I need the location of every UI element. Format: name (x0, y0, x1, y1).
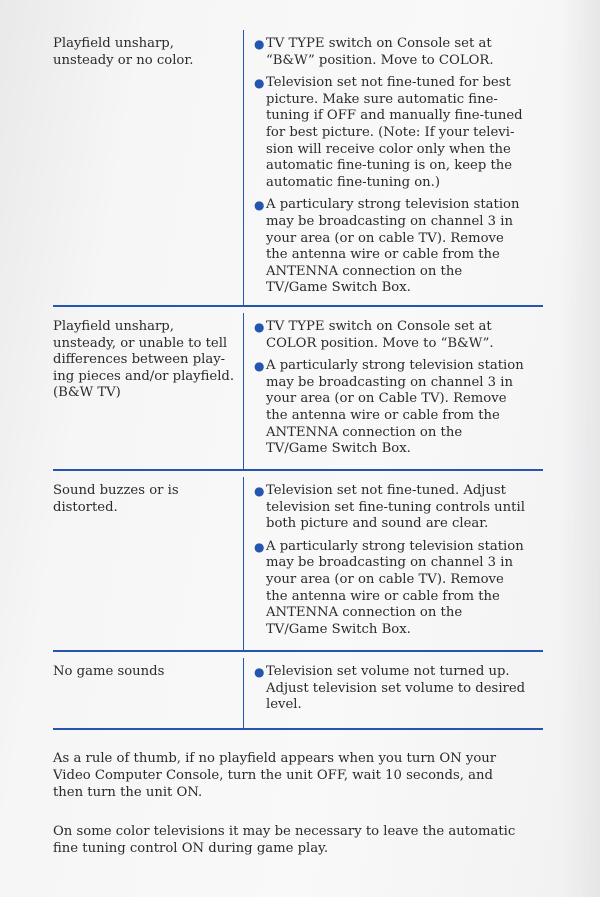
problem-cell (53, 658, 243, 728)
row-divider (53, 650, 543, 652)
cause-text: TV TYPE switch on Console set at COLOR position. Move to “B&W”. (266, 319, 494, 351)
causes-cell (243, 658, 543, 728)
cause-item (254, 483, 543, 533)
problem-cell (53, 477, 243, 651)
page-fold-shading (560, 0, 600, 897)
row-divider (53, 728, 543, 730)
bullet-icon: ● (254, 665, 265, 679)
fine-tuning-note: On some color televisions it may be necessary to leave the automatic fine tuning control ON during game play. (53, 824, 516, 856)
troubleshooting-row-1 (53, 30, 543, 306)
row-divider (53, 305, 543, 307)
causes-cell (243, 30, 543, 306)
bullet-icon: ● (254, 198, 265, 213)
problem-text: No game sounds (53, 664, 165, 679)
cause-text: A particularly strong television station may be broadcasting on channel 3 in your area (or on Cable TV). Remove the antenna wire or cable from the ANTENNA connection on the TV/Game Switch Box. (266, 358, 524, 457)
bullet-icon: ● (254, 539, 265, 554)
cause-item (254, 539, 543, 639)
cause-text: A particularly strong television station may be broadcasting on channel 3 in your area (or on cable TV). Remove the antenna wire or cable from the ANTENNA connection on the TV/Game Switch Box. (266, 538, 524, 637)
causes-cell (243, 477, 543, 651)
troubleshooting-row-3 (53, 477, 543, 651)
rule-of-thumb-note: As a rule of thumb, if no playfield appears when you turn ON your Video Computer Console, turn the unit OFF, wait 10 seconds, and then turn the unit ON. (53, 751, 497, 800)
cause-text: Television set not fine-tuned. Adjust television set fine-tuning controls until both picture and sound are clear. (266, 483, 525, 532)
problem-text: Playfield unsharp, unsteady, or unable to tell differences between play- ing pieces and/or playfield. (B&W TV) (53, 319, 235, 401)
problem-text: Playfield unsharp, unsteady or no color. (53, 36, 194, 68)
troubleshooting-row-4 (53, 658, 543, 728)
bullet-icon: ● (254, 359, 265, 374)
troubleshooting-row-2 (53, 313, 543, 470)
cause-item (254, 75, 543, 191)
cause-text: TV TYPE switch on Console set at “B&W” position. Move to COLOR. (266, 36, 494, 68)
cause-text: A particulary strong television station may be broadcasting on channel 3 in your area (or on cable TV). Remove the antenna wire or cable from the ANTENNA connection on the TV/Game Switch Box. (266, 197, 520, 296)
bullet-icon: ● (254, 37, 265, 51)
cause-item (254, 358, 543, 458)
cause-item (254, 319, 543, 352)
causes-cell (243, 313, 543, 470)
row-divider (53, 469, 543, 471)
cause-item (254, 664, 543, 714)
bullet-icon: ● (254, 76, 265, 91)
cause-item (254, 197, 543, 297)
problem-text: Sound buzzes or is distorted. (53, 483, 179, 515)
bullet-icon: ● (254, 320, 265, 334)
cause-item (254, 36, 543, 69)
bullet-icon: ● (254, 484, 265, 498)
cause-text: Television set volume not turned up. Adjust television set volume to desired level. (266, 664, 526, 713)
problem-cell (53, 30, 243, 306)
problem-cell (53, 313, 243, 470)
cause-text: Television set not fine-tuned for best picture. Make sure automatic fine- tuning if OFF and manually fine-tuned for best picture. (Note: If your televi- sion will receive color only when the automatic fine-tuning is on, keep the automatic fine-tuning on.) (266, 75, 523, 190)
